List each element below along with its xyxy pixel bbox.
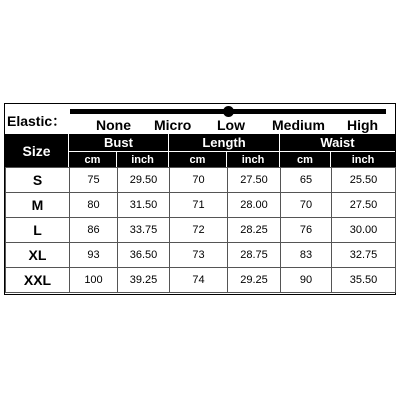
measurement-cell: 90	[281, 268, 332, 293]
measurement-cell: 71	[170, 193, 228, 218]
measurement-cell: 25.50	[332, 168, 396, 193]
size-cell: XXL	[6, 268, 70, 293]
measurement-cell: 65	[281, 168, 332, 193]
measurement-cell: 30.00	[332, 218, 396, 243]
bust-header: Bust	[69, 134, 168, 151]
measurement-cell: 83	[281, 243, 332, 268]
size-column-header: Size	[5, 134, 68, 167]
measurement-cell: 31.50	[118, 193, 170, 218]
measurement-cell: 72	[170, 218, 228, 243]
waist-header: Waist	[280, 134, 395, 151]
waist-inch-header: inch	[331, 152, 395, 167]
table-row	[6, 268, 396, 293]
measurement-cell: 27.50	[332, 193, 396, 218]
table-row	[6, 193, 396, 218]
table-row	[6, 168, 396, 193]
measurement-cell: 32.75	[332, 243, 396, 268]
measurement-cell: 36.50	[118, 243, 170, 268]
elastic-level-low: Low	[217, 117, 245, 133]
measurement-cell: 75	[70, 168, 118, 193]
size-cell: S	[6, 168, 70, 193]
size-chart	[4, 103, 396, 295]
elastic-level-micro: Micro	[154, 117, 192, 133]
measurement-cell: 86	[70, 218, 118, 243]
elastic-row	[5, 104, 395, 134]
measurement-cell: 33.75	[118, 218, 170, 243]
measurement-cell: 100	[70, 268, 118, 293]
measurement-cell: 29.25	[228, 268, 281, 293]
bust-cm-header: cm	[69, 152, 116, 167]
size-cell: M	[6, 193, 70, 218]
table-row	[6, 218, 396, 243]
measurement-cell: 29.50	[118, 168, 170, 193]
measurement-cell: 27.50	[228, 168, 281, 193]
measurement-cell: 28.00	[228, 193, 281, 218]
length-header: Length	[169, 134, 279, 151]
elastic-indicator-dot	[223, 106, 234, 117]
measurement-cell: 93	[70, 243, 118, 268]
elastic-level-high: High	[347, 117, 379, 133]
waist-cm-header: cm	[280, 152, 330, 167]
measurement-cell: 70	[281, 193, 332, 218]
size-cell: XL	[6, 243, 70, 268]
measurement-cell: 74	[170, 268, 228, 293]
length-cm-header: cm	[169, 152, 226, 167]
table-row	[6, 243, 396, 268]
measurement-cell: 28.25	[228, 218, 281, 243]
elastic-levels	[70, 117, 395, 135]
bust-inch-header: inch	[117, 152, 168, 167]
measurement-cell: 73	[170, 243, 228, 268]
measurement-cell: 39.25	[118, 268, 170, 293]
measurement-cell: 28.75	[228, 243, 281, 268]
measurement-cell: 70	[170, 168, 228, 193]
measurement-cell: 35.50	[332, 268, 396, 293]
size-table	[5, 167, 396, 293]
elastic-level-none: None	[96, 117, 131, 133]
size-cell: L	[6, 218, 70, 243]
measurement-cell: 76	[281, 218, 332, 243]
elastic-level-medium: Medium	[272, 117, 325, 133]
elastic-label: Elastic：	[7, 113, 67, 129]
length-inch-header: inch	[227, 152, 279, 167]
measurement-cell: 80	[70, 193, 118, 218]
